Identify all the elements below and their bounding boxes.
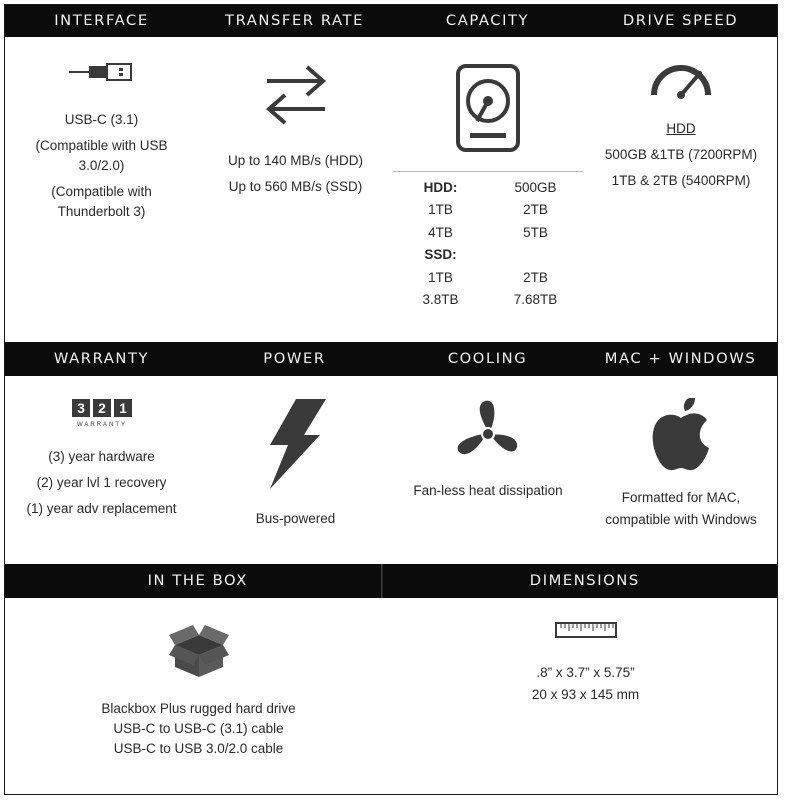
header-warranty: WARRANTY — [53, 351, 150, 367]
capacity-cell — [393, 63, 583, 153]
box-line: USB-C to USB-C (3.1) cable — [113, 721, 284, 736]
apple-logo-icon — [583, 398, 779, 476]
table-row — [393, 244, 583, 267]
header-band-row2 — [5, 342, 777, 376]
ssd-label: SSD: — [424, 247, 457, 263]
interface-line: 3.0/2.0) — [78, 158, 125, 173]
header-in-the-box: IN THE BOX — [147, 573, 248, 589]
usb-cable-icon — [5, 60, 198, 104]
table-row — [393, 266, 583, 289]
transfer-line: Up to 560 MB/s (SSD) — [228, 179, 363, 194]
dimensions-line: 20 x 93 x 145 mm — [531, 687, 640, 702]
capacity-value: 5TB — [523, 224, 548, 240]
capacity-value: 500GB — [514, 179, 557, 195]
lightning-bolt-icon — [198, 397, 393, 497]
warranty-digit: 3 — [76, 400, 85, 416]
transfer-line: Up to 140 MB/s (HDD) — [227, 153, 364, 168]
table-row — [393, 199, 583, 222]
interface-line: Thunderbolt 3) — [57, 204, 146, 219]
cooling-text: Fan-less heat dissipation — [413, 483, 563, 498]
header-interface: INTERFACE — [54, 13, 149, 29]
header-cooling: COOLING — [447, 351, 528, 367]
capacity-value: 2TB — [523, 202, 548, 218]
interface-line: USB-C (3.1) — [64, 112, 139, 127]
interface-line: (Compatible with — [51, 184, 152, 199]
header-capacity: CAPACITY — [445, 13, 530, 29]
box-line: USB-C to USB 3.0/2.0 cable — [113, 741, 284, 756]
warranty-digit: 2 — [97, 400, 106, 416]
header-power: POWER — [263, 351, 326, 367]
ruler-icon — [392, 621, 779, 641]
table-row — [393, 221, 583, 244]
header-transfer-rate: TRANSFER RATE — [225, 13, 364, 29]
header-drive-speed: DRIVE SPEED — [622, 13, 739, 29]
box-line: Blackbox Plus rugged hard drive — [101, 701, 296, 716]
speedometer-icon — [583, 63, 779, 107]
capacity-value: 1TB — [428, 202, 453, 218]
transfer-rate-cell — [198, 63, 393, 197]
os-cell — [583, 398, 779, 530]
power-text: Bus-powered — [255, 511, 336, 526]
drive-speed-line: 500GB &1TB (7200RPM) — [604, 147, 758, 162]
header-mac-windows: MAC + WINDOWS — [604, 351, 757, 367]
fan-icon — [393, 399, 583, 469]
os-line: Formatted for MAC, — [621, 490, 741, 505]
drive-speed-title: HDD — [666, 121, 696, 136]
dimensions-line: .8” x 3.7” x 5.75” — [536, 665, 635, 680]
warranty-cell — [5, 397, 198, 519]
drive-speed-line: 1TB & 2TB (5400RPM) — [611, 173, 751, 188]
dimensions-cell — [392, 621, 779, 705]
capacity-value: 3.8TB — [422, 292, 459, 308]
power-cell — [198, 397, 393, 529]
header-dimensions: DIMENSIONS — [381, 564, 787, 598]
cooling-cell — [393, 399, 583, 501]
os-line: compatible with Windows — [605, 512, 757, 527]
warranty-line: (2) year lvl 1 recovery — [36, 475, 167, 490]
warranty-line: (1) year adv replacement — [26, 501, 177, 516]
capacity-value: 2TB — [523, 269, 548, 285]
capacity-table — [393, 171, 583, 311]
warranty-badge-text: WARRANTY — [76, 422, 127, 428]
interface-line: (Compatible with USB — [35, 138, 168, 153]
drive-speed-cell — [583, 63, 779, 191]
header-band-row3 — [5, 564, 777, 598]
table-row — [393, 289, 583, 312]
spec-sheet — [4, 4, 778, 795]
hdd-label: HDD: — [423, 179, 458, 195]
warranty-digit: 1 — [118, 400, 127, 416]
hard-drive-icon — [393, 63, 583, 153]
capacity-value: 1TB — [428, 269, 453, 285]
in-the-box-cell — [5, 621, 392, 759]
arrows-exchange-icon — [198, 63, 393, 133]
capacity-value: 4TB — [428, 224, 453, 240]
box-icon — [5, 621, 392, 681]
header-band-row1 — [5, 5, 777, 37]
capacity-value: 7.68TB — [513, 292, 558, 308]
interface-cell — [5, 60, 198, 222]
warranty-line: (3) year hardware — [48, 449, 155, 464]
warranty-321-icon — [5, 397, 198, 437]
table-row — [393, 176, 583, 199]
